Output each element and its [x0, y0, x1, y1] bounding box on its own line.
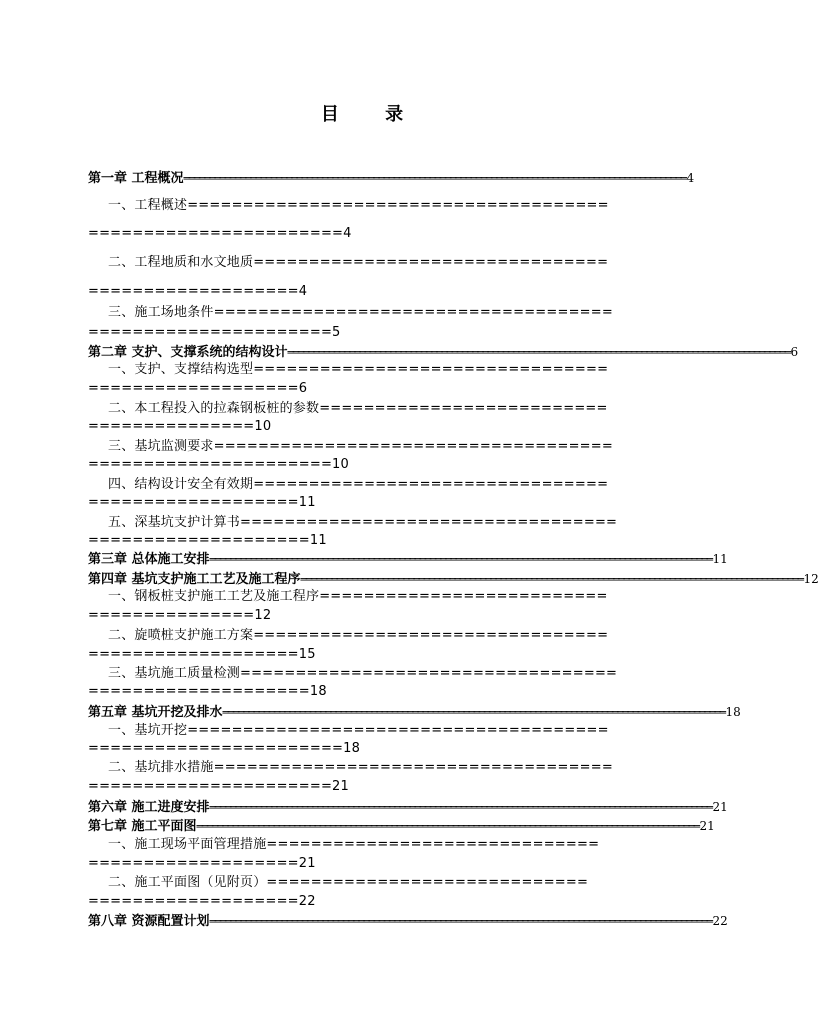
toc-chapter[interactable] [88, 170, 695, 186]
toc-chapter-label: 第八章 资源配置计划 [88, 914, 210, 929]
toc-chapter[interactable] [88, 551, 728, 567]
toc-chapter-label: 第三章 总体施工安排 [88, 552, 210, 567]
toc-entry[interactable]: 二、本工程投入的拉森钢板桩的参数========================== [108, 401, 608, 416]
toc-chapter[interactable] [88, 704, 741, 720]
toc-page-number: 4 [686, 171, 695, 185]
dot-leader: ══════════════════════════════════════════════════════════════════════════════════════════════════ [209, 553, 712, 566]
toc-entry[interactable]: 二、施工平面图（见附页）============================= [108, 875, 589, 890]
toc-entry[interactable]: 一、基坑开挖====================================== [108, 723, 609, 738]
toc-entry-continuation[interactable]: ===================22 [88, 894, 316, 909]
toc-entry-continuation[interactable]: ======================10 [88, 457, 349, 472]
toc-entry-continuation[interactable]: ====================18 [88, 684, 327, 699]
toc-entry-continuation[interactable]: ======================5 [88, 325, 341, 340]
toc-entry[interactable]: 二、基坑排水措施==================================== [108, 760, 613, 775]
toc-entry[interactable]: 四、结构设计安全有效期================================ [108, 477, 609, 492]
toc-chapter-label: 第七章 施工平面图 [88, 819, 197, 834]
dot-leader: ══════════════════════════════════════════════════════════════════════════════════════════════════ [183, 172, 686, 185]
toc-page-number: 12 [803, 572, 819, 586]
toc-entry-continuation[interactable]: ======================21 [88, 779, 349, 794]
toc-chapter-label: 第二章 支护、支撑系统的结构设计 [88, 345, 288, 360]
toc-chapter-label: 第一章 工程概况 [88, 171, 184, 186]
toc-entry-continuation[interactable]: =======================4 [88, 226, 352, 241]
toc-page-number: 6 [790, 345, 799, 359]
toc-entry-continuation[interactable]: ===================21 [88, 856, 316, 871]
toc-chapter[interactable] [88, 818, 715, 834]
toc-entry[interactable]: 一、钢板桩支护施工工艺及施工程序========================== [108, 589, 608, 604]
toc-chapter[interactable] [88, 799, 728, 815]
toc-entry[interactable]: 三、基坑施工质量检测================================== [108, 666, 618, 681]
toc-page-number: 21 [699, 819, 715, 833]
toc-page-number: 21 [712, 800, 728, 814]
dot-leader: ══════════════════════════════════════════════════════════════════════════════════════════════════ [209, 801, 712, 814]
toc-entry[interactable]: 一、施工现场平面管理措施============================== [108, 837, 600, 852]
toc-entry[interactable]: 三、施工场地条件==================================== [108, 305, 613, 320]
toc-entry-continuation[interactable]: ===============10 [88, 419, 272, 434]
toc-entry-continuation[interactable]: =======================18 [88, 741, 361, 756]
toc-entry-continuation[interactable]: ====================11 [88, 533, 327, 548]
toc-entry-continuation[interactable]: ===============12 [88, 608, 272, 623]
dot-leader: ══════════════════════════════════════════════════════════════════════════════════════════════════ [287, 346, 790, 359]
toc-page-number: 18 [725, 705, 741, 719]
toc-entry[interactable]: 五、深基坑支护计算书================================== [108, 515, 618, 530]
dot-leader: ══════════════════════════════════════════════════════════════════════════════════════════════════ [222, 706, 725, 719]
toc-page-number: 22 [712, 914, 728, 928]
dot-leader: ══════════════════════════════════════════════════════════════════════════════════════════════════ [209, 915, 712, 928]
toc-chapter-label: 第六章 施工进度安排 [88, 800, 210, 815]
toc-entry[interactable]: 一、工程概述====================================== [108, 198, 609, 213]
toc-entry-continuation[interactable]: ===================6 [88, 381, 308, 396]
page-title: 目 录 [320, 104, 424, 125]
toc-chapter[interactable] [88, 571, 819, 587]
dot-leader: ══════════════════════════════════════════════════════════════════════════════════════════════════ [300, 573, 803, 586]
toc-chapter[interactable] [88, 913, 728, 929]
toc-entry-continuation[interactable]: ===================15 [88, 647, 316, 662]
toc-entry[interactable]: 一、支护、支撑结构选型================================ [108, 362, 609, 377]
toc-entry-continuation[interactable]: ===================4 [88, 284, 308, 299]
dot-leader: ══════════════════════════════════════════════════════════════════════════════════════════════════ [196, 820, 699, 833]
toc-entry[interactable]: 三、基坑监测要求==================================== [108, 439, 613, 454]
toc-entry[interactable]: 二、工程地质和水文地质================================ [108, 255, 609, 270]
toc-entry[interactable]: 二、旋喷桩支护施工方案================================ [108, 628, 609, 643]
toc-chapter-label: 第五章 基坑开挖及排水 [88, 705, 223, 720]
toc-chapter-label: 第四章 基坑支护施工工艺及施工程序 [88, 572, 301, 587]
toc-page-number: 11 [712, 552, 728, 566]
toc-chapter[interactable] [88, 344, 799, 360]
toc-entry-continuation[interactable]: ===================11 [88, 495, 316, 510]
